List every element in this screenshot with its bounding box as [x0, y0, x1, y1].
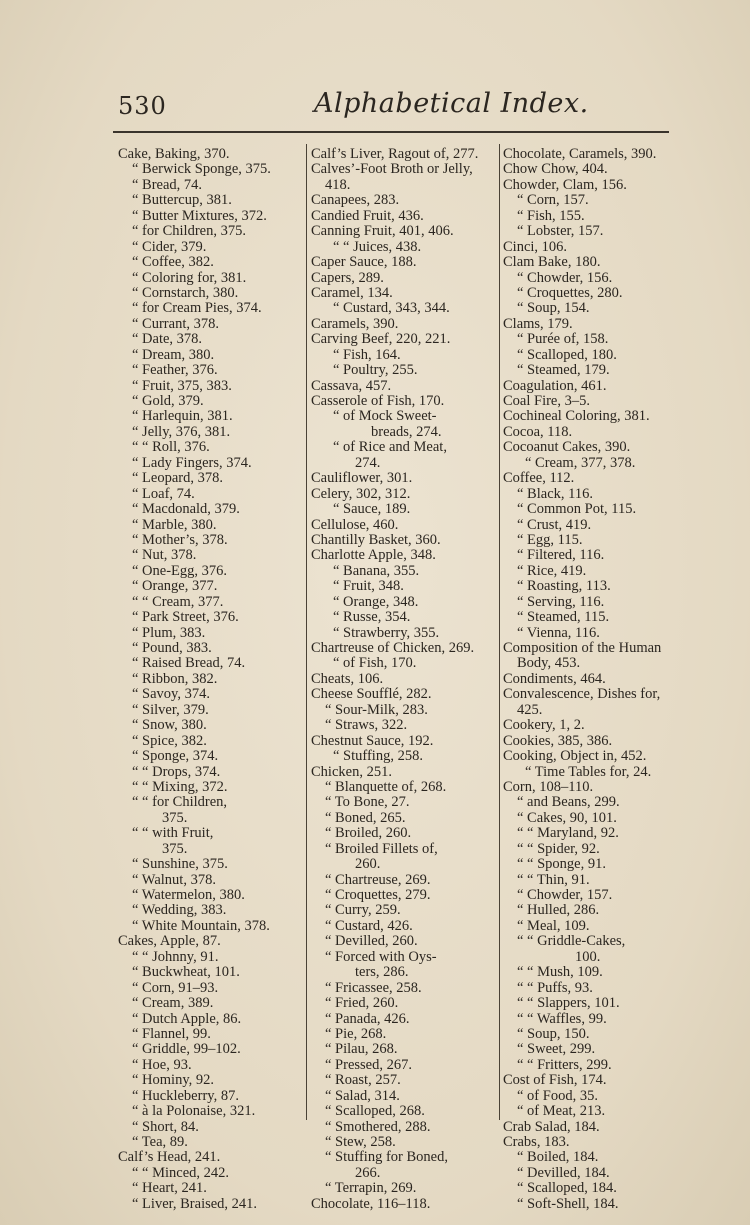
index-entry: Cauliflower, 301.	[311, 470, 413, 487]
index-entry: Cake, Baking, 370.	[118, 146, 230, 162]
index-entry: Caper Sauce, 188.	[311, 254, 417, 271]
index-column-2	[311, 147, 499, 1212]
index-entry: “ à la Polonaise, 321.	[132, 1103, 256, 1120]
index-entry: “ Soup, 150.	[517, 1025, 590, 1042]
index-entry: “ Devilled, 184.	[517, 1164, 610, 1181]
index-entry: “ Cream, 377, 378.	[525, 454, 636, 471]
page-title: Alphabetical Index.	[314, 88, 589, 119]
index-entry: “ Roast, 257.	[325, 1072, 401, 1089]
index-entry: “ Stuffing, 258.	[333, 748, 423, 765]
page-header	[118, 88, 678, 128]
index-entry: “ Lady Fingers, 374.	[132, 454, 252, 471]
index-entry: “ Pilau, 268.	[325, 1041, 398, 1058]
index-entry: “ Rice, 419.	[517, 562, 587, 579]
index-entry: “ Buttercup, 381.	[132, 192, 232, 209]
index-entry: “ Macdonald, 379.	[132, 501, 240, 518]
index-entry: “ Strawberry, 355.	[333, 624, 440, 641]
index-entry: “ Lobster, 157.	[517, 223, 604, 240]
index-entry: “ Meal, 109.	[517, 917, 590, 934]
index-entry: “ for Children, 375.	[132, 223, 246, 240]
index-entry: Cookery, 1, 2.	[503, 717, 585, 734]
index-entry: “ Boned, 265.	[325, 809, 406, 826]
index-entry: “ Chowder, 156.	[517, 269, 613, 286]
index-entry: Composition of the Human	[503, 640, 662, 656]
index-entry: “ Blanquette of, 268.	[325, 778, 447, 795]
index-entry: “ Tea, 89.	[132, 1134, 188, 1150]
index-entry: “ Cream, 389.	[132, 995, 214, 1012]
index-entry: “ Forced with Oys-	[325, 948, 437, 965]
index-entry: “ “ Griddle-Cakes,	[517, 933, 626, 950]
index-entry: Cassava, 457.	[311, 377, 392, 394]
index-entry: 418.	[325, 176, 351, 193]
index-entry: “ Walnut, 378.	[132, 871, 216, 888]
index-entry: Chantilly Basket, 360.	[311, 531, 441, 548]
index-entry: “ Hoe, 93.	[132, 1056, 192, 1073]
index-entry: “ Sweet, 299.	[517, 1041, 596, 1058]
index-entry: “ Terrapin, 269.	[325, 1180, 417, 1197]
index-entry: “ Silver, 379.	[132, 701, 209, 718]
index-entry: “ Scalloped, 184.	[517, 1180, 617, 1197]
index-entry: Chowder, Clam, 156.	[503, 176, 627, 193]
index-entry: “ Serving, 116.	[517, 593, 605, 610]
index-entry: Chocolate, Caramels, 390.	[503, 146, 657, 162]
index-entry: Cookies, 385, 386.	[503, 732, 613, 749]
index-entry: “ Gold, 379.	[132, 393, 204, 409]
index-entry: “ Time Tables for, 24.	[525, 763, 652, 780]
index-entry: “ Pound, 383.	[132, 640, 212, 656]
index-entry: “ Panada, 426.	[325, 1010, 410, 1027]
index-entry: “ “ Puffs, 93.	[517, 979, 593, 996]
index-entry: “ Fruit, 375, 383.	[132, 377, 232, 394]
index-entry: “ “ Slappers, 101.	[517, 995, 620, 1012]
index-entry: “ To Bone, 27.	[325, 794, 410, 811]
index-entry: Cellulose, 460.	[311, 516, 399, 533]
index-entry: “ Crust, 419.	[517, 516, 592, 533]
index-entry: “ One-Egg, 376.	[132, 562, 228, 579]
index-entry: “ “ with Fruit,	[132, 825, 214, 842]
index-entry: “ Berwick Sponge, 375.	[132, 161, 271, 178]
index-entry: “ of Fish, 170.	[333, 655, 417, 672]
index-entry: “ and Beans, 299.	[517, 794, 620, 811]
index-entry: “ Feather, 376.	[132, 362, 218, 379]
index-entry: “ “ Johnny, 91.	[132, 948, 219, 965]
index-entry: “ Park Street, 376.	[132, 609, 239, 626]
index-entry: Charlotte Apple, 348.	[311, 547, 436, 564]
index-entry: Caramels, 390.	[311, 315, 399, 332]
index-entry: Cost of Fish, 174.	[503, 1072, 607, 1089]
index-entry: “ Fish, 155.	[517, 207, 585, 224]
index-entry: Chicken, 251.	[311, 763, 392, 780]
index-entry: “ “ Roll, 376.	[132, 439, 210, 456]
index-entry: “ Pressed, 267.	[325, 1056, 412, 1073]
index-entry: “ Corn, 157.	[517, 192, 589, 209]
index-entry: “ Croquettes, 280.	[517, 284, 623, 301]
column-divider	[306, 144, 307, 1120]
index-entry: “ of Meat, 213.	[517, 1103, 606, 1120]
index-entry: “ Black, 116.	[517, 485, 593, 502]
index-entry: Cocoanut Cakes, 390.	[503, 439, 631, 456]
index-entry: “ Custard, 343, 344.	[333, 300, 450, 317]
index-entry: Canning Fruit, 401, 406.	[311, 223, 454, 240]
index-column-3	[503, 147, 689, 1212]
index-entry: “ Dream, 380.	[132, 346, 215, 363]
index-entry: “ Harlequin, 381.	[132, 408, 233, 425]
index-entry: “ Watermelon, 380.	[132, 887, 245, 903]
index-entry: “ “ Cream, 377.	[132, 593, 224, 610]
index-entry: “ Filtered, 116.	[517, 547, 605, 564]
index-entry: Carving Beef, 220, 221.	[311, 331, 451, 348]
index-entry: Crab Salad, 184.	[503, 1118, 600, 1135]
index-entry: “ Orange, 377.	[132, 578, 218, 595]
index-entry: “ “ Mush, 109.	[517, 964, 603, 981]
index-entry: “ Short, 84.	[132, 1118, 199, 1135]
index-entry: 274.	[355, 454, 381, 471]
index-entry: “ Cornstarch, 380.	[132, 284, 239, 301]
index-entry: “ Buckwheat, 101.	[132, 964, 240, 981]
index-entry: “ Poultry, 255.	[333, 362, 418, 379]
index-entry: Casserole of Fish, 170.	[311, 393, 445, 409]
index-entry: Chow Chow, 404.	[503, 161, 608, 178]
index-entry: “ Broiled, 260.	[325, 825, 412, 842]
index-entry: Canapees, 283.	[311, 192, 400, 209]
index-entry: “ of Mock Sweet-	[333, 408, 437, 425]
index-entry: “ Dutch Apple, 86.	[132, 1010, 242, 1027]
index-entry: “ Bread, 74.	[132, 176, 203, 193]
index-entry: Cocoa, 118.	[503, 423, 573, 440]
index-entry: Cakes, Apple, 87.	[118, 933, 221, 950]
index-entry: “ Nut, 378.	[132, 547, 197, 564]
index-entry: “ Purée of, 158.	[517, 331, 609, 348]
index-entry: “ Mother’s, 378.	[132, 531, 228, 548]
index-entry: “ Huckleberry, 87.	[132, 1087, 239, 1104]
index-entry: “ Broiled Fillets of,	[325, 840, 438, 857]
index-entry: “ Sauce, 189.	[333, 501, 411, 518]
index-entry: Calves’-Foot Broth or Jelly,	[311, 161, 473, 178]
index-entry: Cochineal Coloring, 381.	[503, 408, 650, 425]
index-entry: “ Cider, 379.	[132, 238, 207, 255]
index-entry: “ Pie, 268.	[325, 1025, 387, 1042]
index-entry: “ “ Sponge, 91.	[517, 856, 606, 873]
index-entry: ters, 286.	[355, 964, 409, 981]
index-entry: “ Savoy, 374.	[132, 686, 210, 703]
index-entry: “ Chartreuse, 269.	[325, 871, 431, 888]
index-entry: “ Flannel, 99.	[132, 1025, 211, 1042]
index-entry: “ Stew, 258.	[325, 1134, 396, 1150]
index-entry: “ Russe, 354.	[333, 609, 411, 626]
index-entry: “ Curry, 259.	[325, 902, 401, 919]
index-entry: “ Coloring for, 381.	[132, 269, 247, 286]
index-entry: “ Stuffing for Boned,	[325, 1149, 448, 1166]
index-entry: Condiments, 464.	[503, 670, 606, 687]
index-entry: “ Loaf, 74.	[132, 485, 195, 502]
index-entry: “ Scalloped, 180.	[517, 346, 617, 363]
index-entry: “ Heart, 241.	[132, 1180, 207, 1197]
index-entry: “ Hulled, 286.	[517, 902, 600, 919]
index-entry: “ Salad, 314.	[325, 1087, 400, 1104]
index-entry: “ Butter Mixtures, 372.	[132, 207, 267, 224]
index-entry: “ Sunshine, 375.	[132, 856, 228, 873]
index-entry: “ Fish, 164.	[333, 346, 401, 363]
index-entry: “ Orange, 348.	[333, 593, 419, 610]
index-entry: 375.	[162, 809, 188, 826]
index-entry: “ Snow, 380.	[132, 717, 207, 734]
index-entry: “ of Rice and Meat,	[333, 439, 447, 456]
index-entry: “ Raised Bread, 74.	[132, 655, 246, 672]
index-entry: 266.	[355, 1164, 381, 1181]
index-entry: “ Chowder, 157.	[517, 887, 613, 903]
index-entry: “ Sponge, 374.	[132, 748, 219, 765]
index-entry: “ Scalloped, 268.	[325, 1103, 425, 1120]
index-entry: Chocolate, 116–118.	[311, 1195, 431, 1212]
index-entry: “ Leopard, 378.	[132, 470, 223, 487]
index-entry: Calf’s Head, 241.	[118, 1149, 221, 1166]
index-entry: “ Currant, 378.	[132, 315, 219, 332]
index-entry: “ “ Drops, 374.	[132, 763, 221, 780]
index-entry: “ Devilled, 260.	[325, 933, 418, 950]
index-entry: 375.	[162, 840, 188, 857]
index-entry: Cooking, Object in, 452.	[503, 748, 647, 765]
index-entry: “ Plum, 383.	[132, 624, 206, 641]
index-entry: “ “ Minced, 242.	[132, 1164, 230, 1181]
index-entry: “ Hominy, 92.	[132, 1072, 215, 1089]
index-entry: 260.	[355, 856, 381, 873]
index-entry: Capers, 289.	[311, 269, 384, 286]
index-entry: “ Jelly, 376, 381.	[132, 423, 231, 440]
index-entry: “ Vienna, 116.	[517, 624, 600, 641]
index-entry: “ for Cream Pies, 374.	[132, 300, 262, 317]
index-entry: “ Roasting, 113.	[517, 578, 611, 595]
index-entry: Chestnut Sauce, 192.	[311, 732, 434, 749]
index-entry: Coagulation, 461.	[503, 377, 607, 394]
index-entry: “ Soft-Shell, 184.	[517, 1195, 619, 1212]
index-entry: 425.	[517, 701, 543, 718]
index-entry: “ Sour-Milk, 283.	[325, 701, 428, 718]
index-entry: “ Croquettes, 279.	[325, 887, 431, 903]
index-entry: Cheats, 106.	[311, 670, 384, 687]
index-entry: “ Steamed, 115.	[517, 609, 610, 626]
index-entry: “ Smothered, 288.	[325, 1118, 431, 1135]
index-entry: Corn, 108–110.	[503, 778, 594, 795]
index-entry: “ “ Thin, 91.	[517, 871, 590, 888]
index-entry: Body, 453.	[517, 655, 581, 672]
index-entry: Convalescence, Dishes for,	[503, 686, 661, 703]
index-entry: “ “ Juices, 438.	[333, 238, 422, 255]
index-entry: “ Fried, 260.	[325, 995, 399, 1012]
index-entry: “ Common Pot, 115.	[517, 501, 637, 518]
index-entry: Clam Bake, 180.	[503, 254, 601, 271]
index-entry: Chartreuse of Chicken, 269.	[311, 640, 475, 656]
index-entry: Coal Fire, 3–5.	[503, 393, 590, 409]
index-entry: “ Soup, 154.	[517, 300, 590, 317]
index-entry: “ “ Maryland, 92.	[517, 825, 619, 842]
index-entry: “ “ Mixing, 372.	[132, 778, 228, 795]
index-entry: “ Corn, 91–93.	[132, 979, 219, 996]
index-entry: Coffee, 112.	[503, 470, 575, 487]
index-entry: Candied Fruit, 436.	[311, 207, 424, 224]
index-entry: “ Ribbon, 382.	[132, 670, 218, 687]
index-entry: “ Spice, 382.	[132, 732, 207, 749]
index-entry: “ “ Waffles, 99.	[517, 1010, 607, 1027]
index-entry: “ “ Spider, 92.	[517, 840, 600, 857]
index-entry: “ Griddle, 99–102.	[132, 1041, 241, 1058]
index-entry: Calf’s Liver, Ragout of, 277.	[311, 146, 479, 162]
index-entry: “ Steamed, 179.	[517, 362, 610, 379]
index-entry: “ “ for Children,	[132, 794, 228, 811]
index-entry: “ Liver, Braised, 241.	[132, 1195, 258, 1212]
page-number: 530	[118, 92, 167, 120]
index-entry: Crabs, 183.	[503, 1134, 570, 1150]
index-entry: Caramel, 134.	[311, 284, 393, 301]
header-rule	[113, 131, 669, 133]
index-entry: 100.	[575, 948, 601, 965]
index-entry: “ Boiled, 184.	[517, 1149, 599, 1166]
index-entry: Cheese Soufflé, 282.	[311, 686, 432, 703]
index-entry: “ Banana, 355.	[333, 562, 420, 579]
column-divider	[499, 144, 500, 1120]
index-entry: “ Marble, 380.	[132, 516, 217, 533]
index-entry: “ Straws, 322.	[325, 717, 408, 734]
index-entry: “ Fruit, 348.	[333, 578, 404, 595]
index-entry: “ “ Fritters, 299.	[517, 1056, 612, 1073]
index-entry: “ Egg, 115.	[517, 531, 583, 548]
index-entry: “ Fricassee, 258.	[325, 979, 422, 996]
index-entry: “ Custard, 426.	[325, 917, 413, 934]
index-entry: breads, 274.	[371, 423, 442, 440]
index-entry: Cinci, 106.	[503, 238, 568, 255]
index-entry: “ Cakes, 90, 101.	[517, 809, 617, 826]
index-entry: “ Wedding, 383.	[132, 902, 227, 919]
index-entry: “ of Food, 35.	[517, 1087, 598, 1104]
index-entry: “ White Mountain, 378.	[132, 917, 270, 934]
index-column-1	[118, 147, 304, 1212]
index-entry: “ Date, 378.	[132, 331, 203, 348]
index-entry: “ Coffee, 382.	[132, 254, 214, 271]
index-entry: Celery, 302, 312.	[311, 485, 411, 502]
index-entry: Clams, 179.	[503, 315, 573, 332]
